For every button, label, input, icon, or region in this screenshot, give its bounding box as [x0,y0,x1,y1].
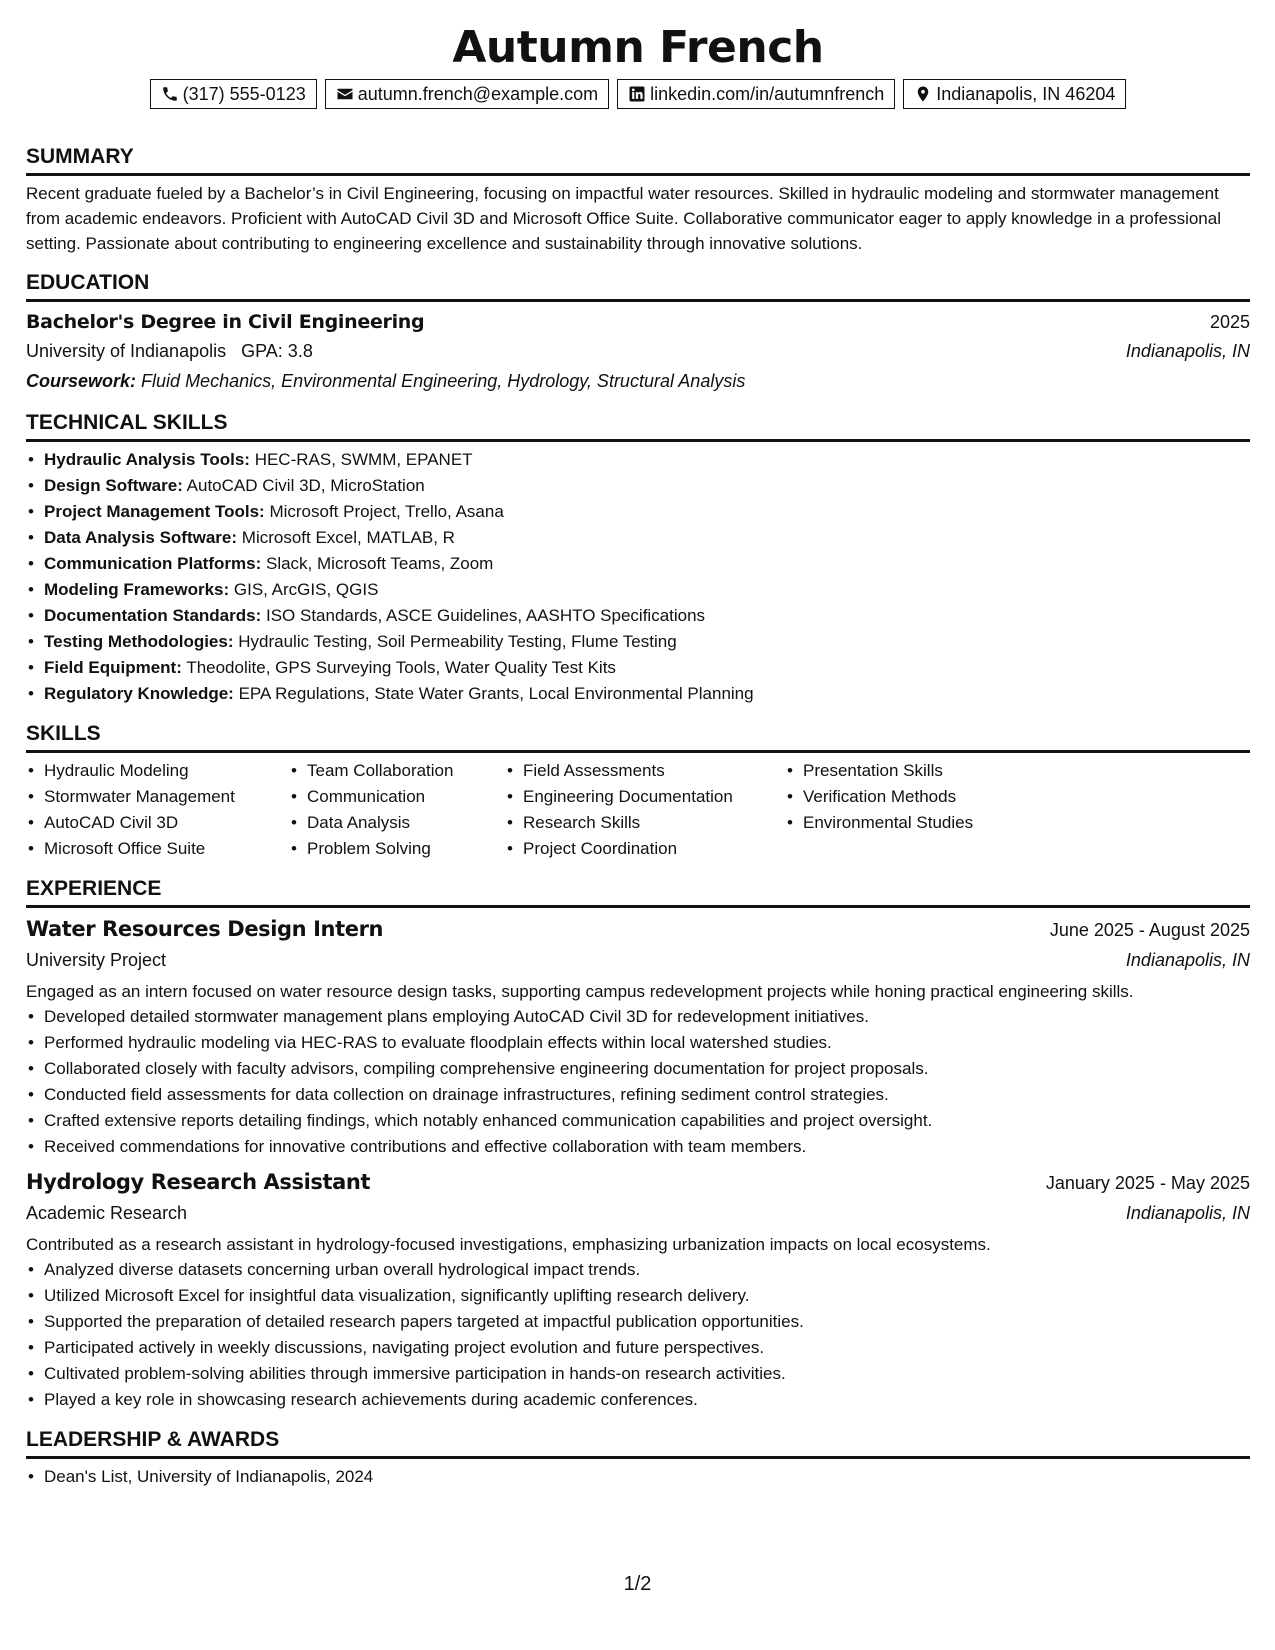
summary-section [26,144,1250,256]
job-summary: Contributed as a research assistant in hydrology-focused investigations, emphasizing urbanization impacts on local ecosystems. [26,1235,991,1254]
list-item: • Supported the preparation of detailed research papers targeted at impactful publication opportunities. [44,1309,1250,1335]
job-title: Water Resources Design Intern [26,917,384,941]
job-bullets [26,1257,1250,1413]
contact-linkedin[interactable] [617,79,895,109]
skills-grid [26,758,1250,862]
resume-page [26,0,1250,1490]
job-org-row [26,1199,1250,1227]
technical-skills-section [26,410,1250,707]
experience-heading: EXPERIENCE [26,877,162,900]
list-item: • Testing Methodologies: Hydraulic Testing, Soil Permeability Testing, Flume Testing [44,629,1250,655]
list-item: • Played a key role in showcasing research achievements during academic conferences. [44,1387,1250,1413]
job-location: Indianapolis, IN [1125,1203,1250,1223]
job-org: Academic Research [26,1203,188,1223]
linkedin-text: linkedin.com/in/autumnfrench [650,84,885,104]
job-entry [26,1166,1250,1413]
gpa: GPA: 3.8 [241,341,313,361]
list-item: • Conducted field assessments for data collection on drainage infrastructures, refining sediment control strategies. [44,1082,1250,1108]
section-divider [26,750,1250,753]
skills-column [289,758,505,862]
contact-bar [26,79,1250,109]
summary-text: Recent graduate fueled by a Bachelor’s in Civil Engineering, focusing on impactful water resources. Skilled in hydraulic modeling and stormwater management from academic endeavors. Proficient with AutoCAD Civil 3D and Microsoft Office Suite. Collaborative communicator eager to apply knowledge in a professional setting. Passionate about contributing to engineering excellence and sustainability through innovative solutions. [26,184,1221,253]
job-bullets [26,1004,1250,1160]
list-item: • Communication Platforms: Slack, Microsoft Teams, Zoom [44,551,1250,577]
skills-heading: SKILLS [26,722,101,745]
list-item: • Utilized Microsoft Excel for insightful data visualization, significantly uplifting research delivery. [44,1283,1250,1309]
list-item: • Communication [307,784,487,810]
list-item: • Field Assessments [523,758,767,784]
job-entry [26,913,1250,1160]
job-title: Hydrology Research Assistant [26,1170,371,1194]
contact-email[interactable] [325,79,609,109]
email-text: autumn.french@example.com [357,84,599,104]
coursework-list: Fluid Mechanics, Environmental Engineering, Hydrology, Structural Analysis [141,371,746,391]
list-item: • Collaborated closely with faculty advisors, compiling comprehensive engineering documentation for project proposals. [44,1056,1250,1082]
envelope-icon [336,85,354,103]
list-item: • Participated actively in weekly discussions, navigating project evolution and future perspectives. [44,1335,1250,1361]
list-item: • Problem Solving [307,836,487,862]
list-item: • Developed detailed stormwater management plans employing AutoCAD Civil 3D for redevelopment initiatives. [44,1004,1250,1030]
list-item: • Field Equipment: Theodolite, GPS Surveying Tools, Water Quality Test Kits [44,655,1250,681]
linkedin-icon [628,85,646,103]
contact-phone[interactable] [150,79,317,109]
section-divider [26,299,1250,302]
technical-skills-list [26,447,1250,707]
job-org-row [26,946,1250,974]
list-item: • Team Collaboration [307,758,487,784]
list-item: • Verification Methods [803,784,1023,810]
list-item: • Project Coordination [523,836,767,862]
list-item: • Analyzed diverse datasets concerning urban overall hydrological impact trends. [44,1257,1250,1283]
education-heading: EDUCATION [26,271,150,294]
phone-icon [161,85,179,103]
list-item: • Cultivated problem-solving abilities through immersive participation in hands-on research activities. [44,1361,1250,1387]
list-item: • Presentation Skills [803,758,1023,784]
list-item: • Data Analysis Software: Microsoft Excel, MATLAB, R [44,525,1250,551]
list-item: • Received commendations for innovative contributions and effective collaboration with team members. [44,1134,1250,1160]
list-item: • Documentation Standards: ISO Standards, ASCE Guidelines, AASHTO Specifications [44,603,1250,629]
job-title-row [26,913,1250,946]
list-item: • Microsoft Office Suite [44,836,271,862]
technical-skills-heading: TECHNICAL SKILLS [26,411,228,434]
section-divider [26,439,1250,442]
education-school-row [26,337,1250,366]
degree-title: Bachelor's Degree in Civil Engineering [26,311,425,333]
job-title-row [26,1166,1250,1199]
list-item: • Dean's List, University of Indianapolis, 2024 [44,1464,1250,1490]
section-divider [26,905,1250,908]
school-name: University of Indianapolis [26,341,227,361]
candidate-name: Autumn French [452,22,824,73]
skills-column [505,758,785,862]
coursework-line [26,366,1250,396]
leadership-section [26,1427,1250,1490]
list-item: • Project Management Tools: Microsoft Project, Trello, Asana [44,499,1250,525]
page-number: 1/2 [623,1573,652,1595]
list-item: • Engineering Documentation [523,784,767,810]
phone-text: (317) 555-0123 [182,84,306,104]
job-summary: Engaged as an intern focused on water resource design tasks, supporting campus redevelopment projects while honing practical engineering skills. [26,982,1134,1001]
job-org: University Project [26,950,167,970]
skills-column [26,758,289,862]
skills-section [26,721,1250,862]
leadership-list [26,1464,1250,1490]
leadership-heading: LEADERSHIP & AWARDS [26,1428,280,1451]
list-item: • Research Skills [523,810,767,836]
map-pin-icon [914,85,932,103]
job-dates: June 2025 - August 2025 [1049,920,1250,940]
graduation-year: 2025 [1209,312,1250,332]
location-text: Indianapolis, IN 46204 [936,84,1116,104]
job-dates: January 2025 - May 2025 [1045,1173,1250,1193]
list-item: • Stormwater Management [44,784,271,810]
list-item: • Hydraulic Modeling [44,758,271,784]
list-item: • Data Analysis [307,810,487,836]
education-degree-row [26,307,1250,337]
education-section [26,270,1250,396]
list-item: • Regulatory Knowledge: EPA Regulations, State Water Grants, Local Environmental Planning [44,681,1250,707]
list-item: • Performed hydraulic modeling via HEC-RAS to evaluate floodplain effects within local watershed studies. [44,1030,1250,1056]
list-item: • Environmental Studies [803,810,1023,836]
coursework-label: Coursework: [26,371,137,391]
job-location: Indianapolis, IN [1125,950,1250,970]
experience-section [26,876,1250,1413]
section-divider [26,173,1250,176]
list-item: • Hydraulic Analysis Tools: HEC-RAS, SWMM, EPANET [44,447,1250,473]
contact-location[interactable] [903,79,1126,109]
school-location: Indianapolis, IN [1125,341,1250,361]
skills-column [785,758,1041,862]
list-item: • Design Software: AutoCAD Civil 3D, MicroStation [44,473,1250,499]
list-item: • AutoCAD Civil 3D [44,810,271,836]
summary-heading: SUMMARY [26,145,134,168]
list-item: • Modeling Frameworks: GIS, ArcGIS, QGIS [44,577,1250,603]
section-divider [26,1456,1250,1459]
list-item: • Crafted extensive reports detailing findings, which notably enhanced communication capabilities and project oversight. [44,1108,1250,1134]
